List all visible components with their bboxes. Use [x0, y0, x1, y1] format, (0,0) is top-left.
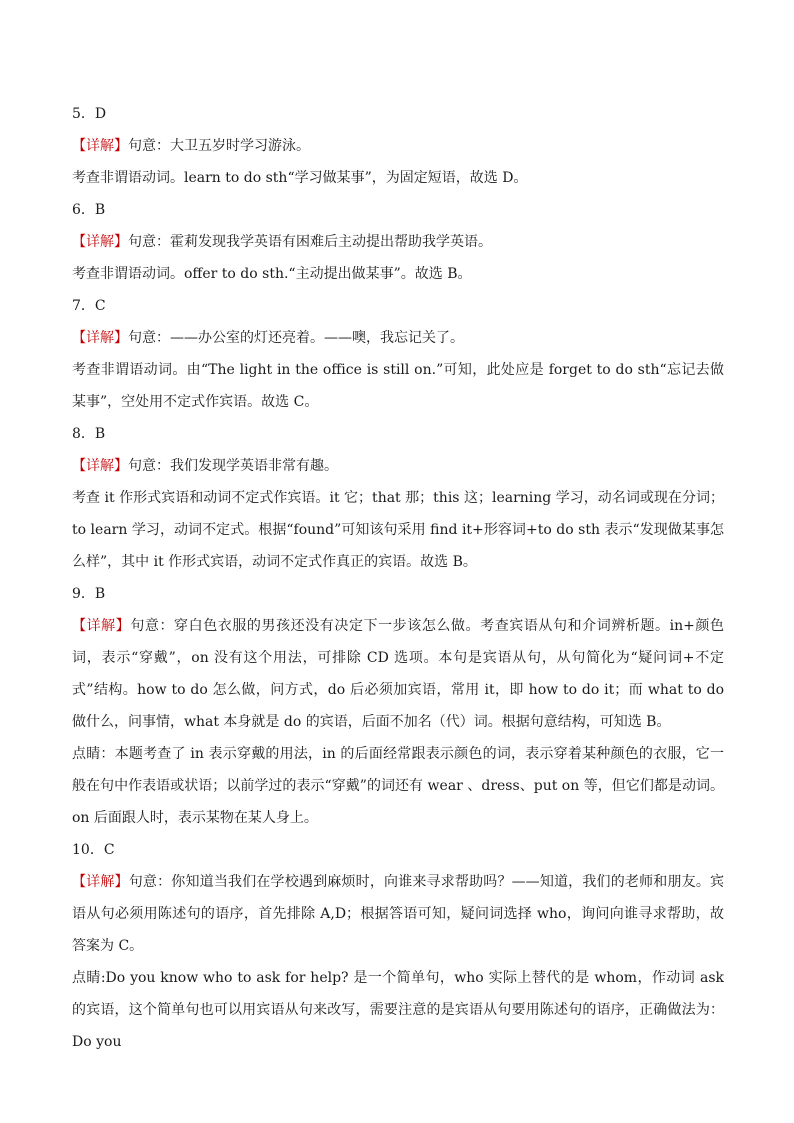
detail-line: [72, 450, 724, 482]
explanation-text: 考查非谓语动词。learn to do sth“学习做某事”，为固定短语，故选 D。: [72, 170, 528, 186]
note-tag: 点睛:: [72, 970, 106, 986]
question-number: 9．B: [72, 586, 106, 602]
detail-text: 句意：大卫五岁时学习游泳。: [128, 138, 310, 154]
answer-item-5: [72, 98, 724, 194]
detail-text: 句意：——办公室的灯还亮着。——噢，我忘记关了。: [128, 330, 464, 346]
detail-line: [72, 130, 724, 162]
detail-tag: 【详解】: [72, 138, 128, 154]
detail-line: [72, 866, 724, 962]
detail-text: 句意：霍莉发现我学英语有困难后主动提出帮助我学英语。: [128, 234, 492, 250]
explanation-text: 考查 it 作形式宾语和动词不定式作宾语。it 它；that 那；this 这；learning 学习，动名词或现在分词；to learn 学习，动词不定式。根据“found”可知该句采用 find it+形容词+to do sth 表示“发现做某事怎么样”，其中 it 作形式宾语，动词不定式作真正的宾语。故选 B。: [72, 490, 724, 570]
detail-text: 句意：我们发现学英语非常有趣。: [128, 458, 338, 474]
answer-document: [72, 98, 724, 1058]
detail-tag: 【详解】: [72, 234, 128, 250]
detail-tag: 【详解】: [72, 618, 131, 634]
note-line: [72, 738, 724, 834]
answer-item-9: [72, 578, 724, 834]
question-number: 6．B: [72, 202, 106, 218]
detail-text: 句意：穿白色衣服的男孩还没有决定下一步该怎么做。考查宾语从句和介词辨析题。in+颜色词，表示“穿戴”，on 没有这个用法，可排除 CD 选项。本句是宾语从句，从句简化为“疑问词+不定式”结构。how to do 怎么做，问方式，do 后必须加宾语，常用 it，即 how to do it；而 what to do 做什么，问事情，what 本身就是 do 的宾语，后面不加名（代）词。根据句意结构，可知选 B。: [72, 618, 724, 730]
note-line: [72, 962, 724, 1058]
answer-item-7: [72, 290, 724, 418]
note-text: Do you know who to ask for help? 是一个简单句，who 实际上替代的是 whom，作动词 ask 的宾语，这个简单句也可以用宾语从句来改写，需要注意的是宾语从句要用陈述句的语序，正确做法为：Do you: [72, 970, 724, 1050]
note-text: 本题考查了 in 表示穿戴的用法，in 的后面经常跟表示颜色的词，表示穿着某种颜色的衣服，它一般在句中作表语或状语；以前学过的表示“穿戴”的词还有 wear 、dress、put on 等，但它们都是动词。on 后面跟人时，表示某物在某人身上。: [72, 746, 725, 826]
detail-line: [72, 226, 724, 258]
explanation-text: 考查非谓语动词。offer to do sth.“主动提出做某事”。故选 B。: [72, 266, 472, 282]
question-number: 7．C: [72, 298, 106, 314]
question-number: 10．C: [72, 842, 115, 858]
detail-line: [72, 322, 724, 354]
answer-item-10: [72, 834, 724, 1058]
detail-line: [72, 610, 724, 738]
answer-item-8: [72, 418, 724, 578]
question-number: 8．B: [72, 426, 106, 442]
detail-tag: 【详解】: [72, 458, 128, 474]
detail-tag: 【详解】: [72, 330, 128, 346]
detail-tag: 【详解】: [72, 874, 129, 890]
answer-item-6: [72, 194, 724, 290]
note-tag: 点睛：: [72, 746, 115, 762]
detail-text: 句意：你知道当我们在学校遇到麻烦时，向谁来寻求帮助吗？——知道，我们的老师和朋友。宾语从句必须用陈述句的语序，首先排除 A,D；根据答语可知，疑问词选择 who，询问向谁寻求帮助，故答案为 C。: [72, 874, 725, 954]
question-number: 5．D: [72, 106, 107, 122]
explanation-text: 考查非谓语动词。由“The light in the office is still on.”可知，此处应是 forget to do sth“忘记去做某事”，空处用不定式作宾语。故选 C。: [72, 362, 724, 410]
